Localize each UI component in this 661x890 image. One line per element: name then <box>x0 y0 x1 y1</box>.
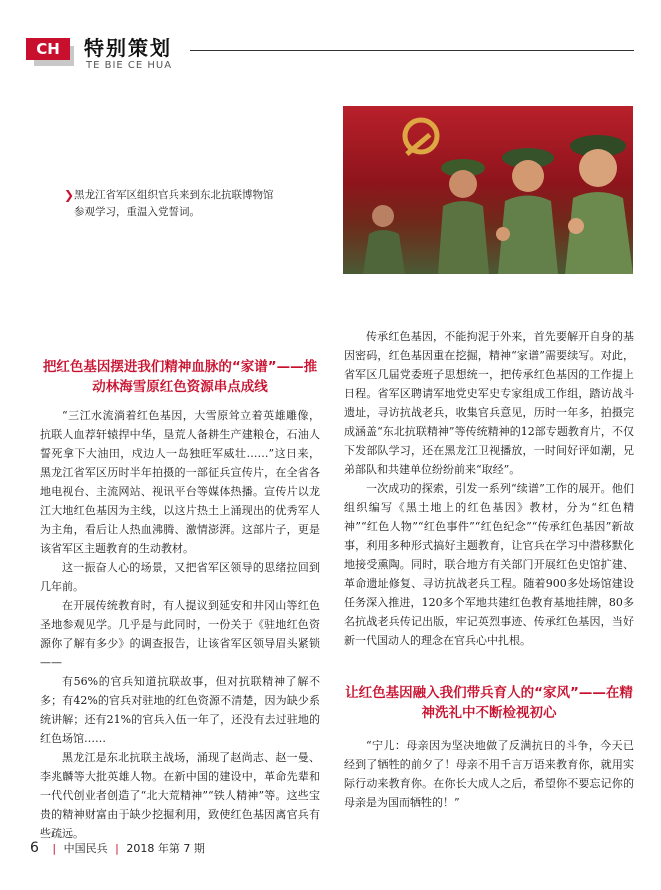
page-number: 6 <box>30 840 39 856</box>
page-footer <box>30 840 205 856</box>
section-title: 特别策划 <box>84 36 172 60</box>
footer-separator: | <box>52 842 57 855</box>
column2-body <box>344 327 634 650</box>
header-badge: CH <box>26 38 70 60</box>
section1-heading: 把红色基因摆进我们精神血脉的“家谱”——推动林海雪原红色资源串点成线 <box>42 359 318 395</box>
paragraph: 有56%的官兵知道抗联故事，但对抗联精神了解不多；有42%的官兵对驻地的红色资源不清楚，因为缺少系统讲解；还有21%的官兵入伍一年了，还没有去过驻地的红色场馆…… <box>40 675 320 745</box>
section2-heading: 让红色基因融入我们带兵育人的“家风”——在精神洗礼中不断检视初心 <box>345 685 633 721</box>
magazine-name: 中国民兵 <box>63 842 108 855</box>
paragraph: “宁儿：母亲因为坚决地做了反满抗日的斗争，今天已经到了牺牲的前夕了！母亲不用千言万语来教育你，就用实际行动来教育你。在你长大成人之后，希望你不要忘记你的母亲是为国而牺牲的！” <box>344 739 634 809</box>
paragraph: 黑龙江是东北抗联主战场，涌现了赵尚志、赵一曼、李兆麟等大批英雄人物。在新中国的建设中，革命先辈和一代代创业者创造了“北大荒精神”“铁人精神”等。这些宝贵的精神财富由于缺少挖掘利用，致使红色基因离官兵有些疏远。 <box>40 751 320 840</box>
paragraph: 在开展传统教育时，有人提议到延安和井冈山等红色圣地参观见学。几乎是与此同时，一份关于《驻地红色资源你了解有多少》的调查报告，让该省军区领导眉头紧锁—— <box>40 599 320 669</box>
section-subtitle: TE BIE CE HUA <box>86 60 173 71</box>
issue-label: 2018 年第 7 期 <box>126 842 205 855</box>
paragraph: 这一振奋人心的场景，又把省军区领导的思绪拉回到几年前。 <box>40 561 320 593</box>
section1-body <box>40 406 320 843</box>
soldiers-oath-photo <box>343 106 633 274</box>
header-rule <box>190 50 634 51</box>
paragraph: “三江水流淌着红色基因，大雪原耸立着英雄雕像，抗联人血荐轩辕捍中华，垦荒人备耕生产建粮仓，石油人誓死拿下大油田，戍边人一岛独旺军威壮……”这日来，黑龙江省军区历时半年拍摄的一部征兵宣传片，在全省各地电视台、主流网站、视讯平台等媒体热播。宣传片以龙江大地红色基因为主线，以这片热土上涌现出的优秀军人为主角，看后让人热血沸腾、激情澎湃。这部片子，更是该省军区主题教育的生动教材。 <box>40 409 320 555</box>
section2-body <box>344 736 634 812</box>
footer-separator: | <box>115 842 119 855</box>
photo-caption: 黑龙江省军区组织官兵来到东北抗联博物馆参观学习，重温入党誓词。 <box>74 189 274 218</box>
paragraph: 一次成功的探索，引发一系列“续谱”工作的展开。他们组织编写《黑土地上的红色基因》教材，分为“红色精神”“红色人物”“红色事件”“红色纪念”“传承红色基因”新故事，利用多种形式搞好主题教育，让官兵在学习中潜移默化地接受熏陶。同时，联合地方有关部门开展红色史馆扩建、革命遗址修复、寻访抗战老兵工程。随着900多处场馆建设任务深入推进，120多个军地共建红色教育基地挂牌，80多名抗战老兵传记出版，牢记英烈事迹、传承红色基因，当好新一代国动人的理念在官兵心中扎根。 <box>344 482 634 647</box>
caption-chevron-icon: ❯ <box>64 188 75 202</box>
paragraph: 传承红色基因，不能拘泥于外来，首先要解开自身的基因密码，红色基因重在挖掘，精神“家谱”需要续写。对此，省军区几届党委班子思想统一，把传承红色基因的工作提上日程。省军区聘请军地党史军史专家组成工作组，踏访战斗遗址，寻访抗战老兵，收集官兵意见，历时一年多，拍摄完成涵盖“东北抗联精神”等传统精神的12部专题教育片，不仅下发部队学习，还在黑龙江卫视播放，一时间好评如潮，兄弟部队和共建单位纷纷前来“取经”。 <box>344 330 634 476</box>
